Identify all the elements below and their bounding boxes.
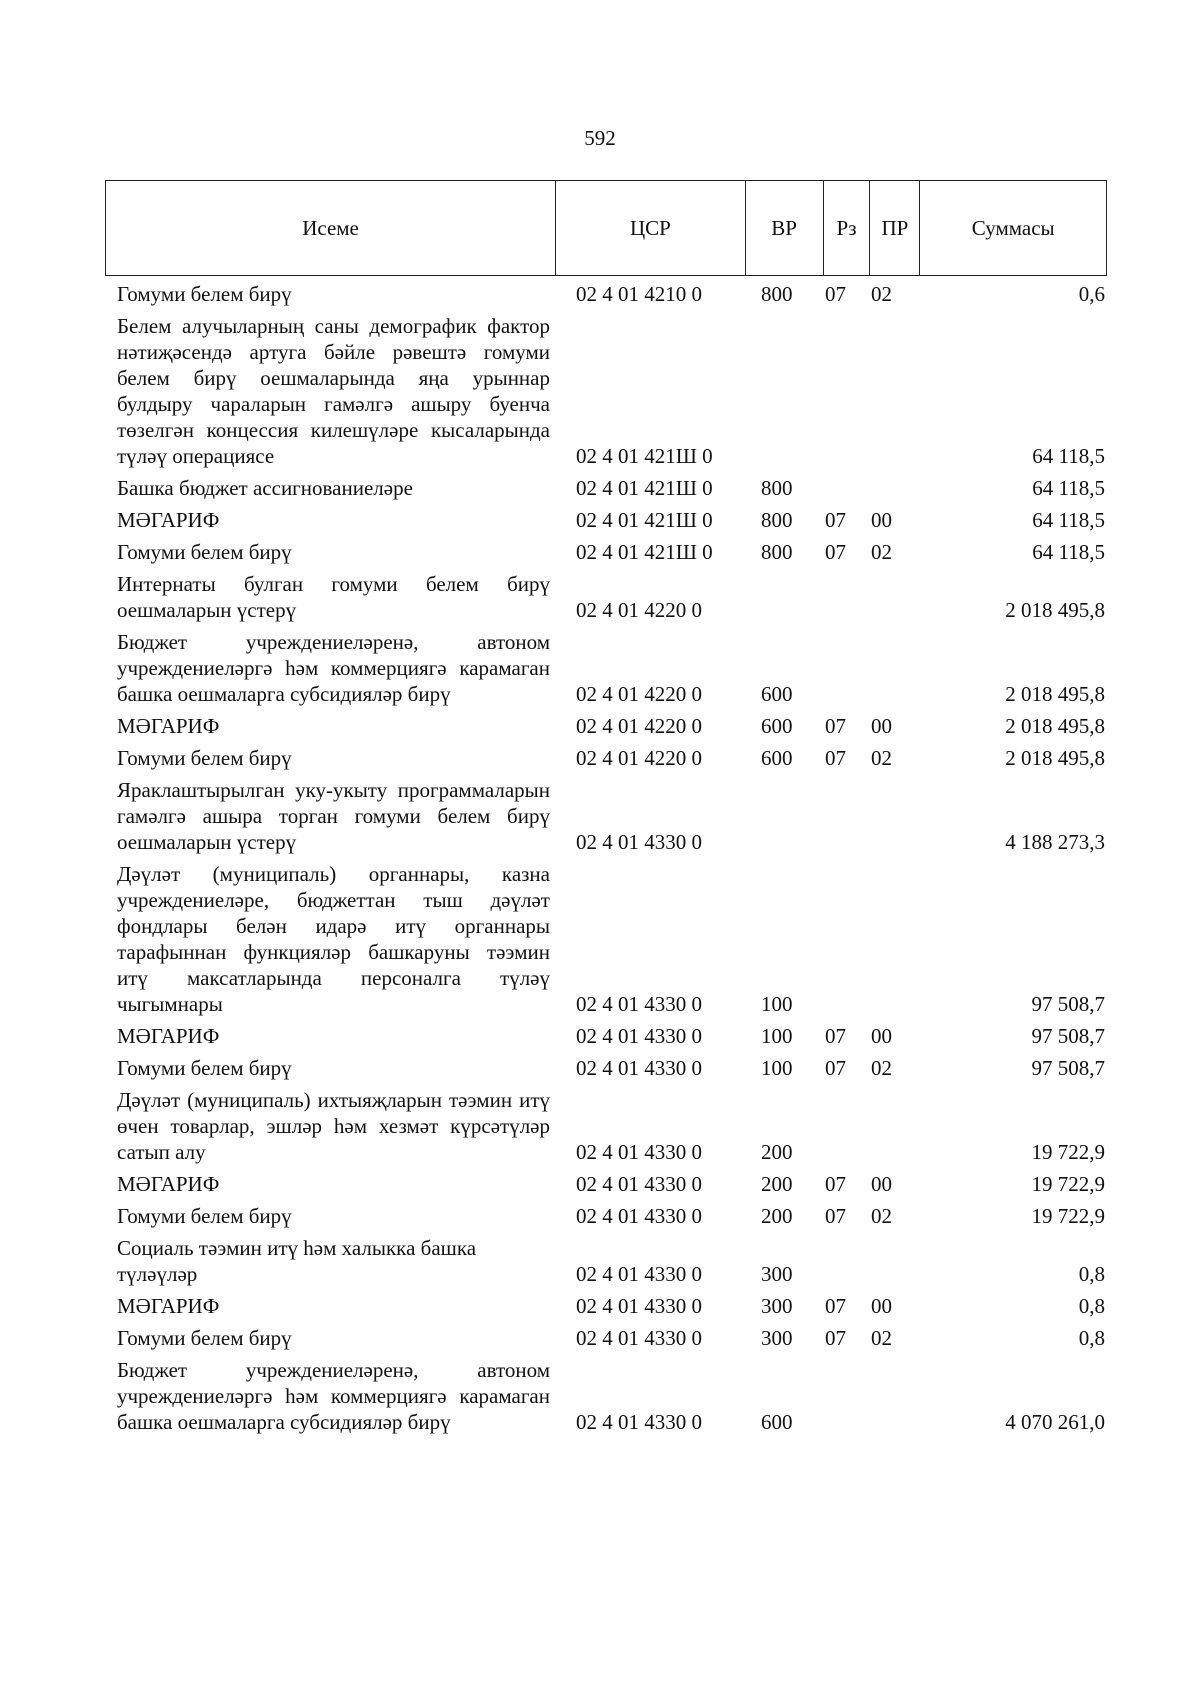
column-header-pr: ПР: [870, 181, 920, 275]
row-pr: 00: [871, 714, 892, 738]
row-vr: 800: [761, 540, 793, 564]
row-sum: 2 018 495,8: [1005, 598, 1105, 622]
row-sum: 64 118,5: [1032, 476, 1105, 500]
table-row: [105, 1023, 1107, 1049]
row-csr: 02 4 01 421Ш 0: [576, 508, 713, 532]
table-row: [105, 1203, 1107, 1229]
row-rz: 07: [825, 540, 846, 564]
row-rz: 07: [825, 1056, 846, 1080]
row-vr: 300: [761, 1294, 793, 1318]
row-pr: 00: [871, 508, 892, 532]
table-row: [105, 713, 1107, 739]
page-number: 592: [584, 126, 616, 150]
row-csr: 02 4 01 4330 0: [576, 1056, 702, 1080]
row-vr: 100: [761, 1056, 793, 1080]
row-vr: 200: [761, 1140, 793, 1164]
row-sum: 64 118,5: [1032, 540, 1105, 564]
row-name: Белем алучыларның саны демографик фактор нәтиҗәсендә артуга бәйле рәвештә гомуми белем бирү оешмаларында яңа урыннар булдыру чараларын гамәлгә ашыру буенча төзелгән концессия килешүләре кысаларында түләү операциясе: [117, 314, 550, 468]
row-csr: 02 4 01 421Ш 0: [576, 540, 713, 564]
table-row: [105, 1087, 1107, 1165]
row-name: Гомуми белем бирү: [117, 1326, 292, 1350]
row-sum: 0,6: [1078, 282, 1105, 306]
row-name: МӘГАРИФ: [117, 1294, 220, 1318]
row-rz: 07: [825, 1024, 846, 1048]
row-pr: 00: [871, 1024, 892, 1048]
row-csr: 02 4 01 4220 0: [576, 682, 702, 706]
row-name: Гомуми белем бирү: [117, 540, 292, 564]
table-row: [105, 1357, 1107, 1435]
row-name: МӘГАРИФ: [117, 714, 220, 738]
row-name: МӘГАРИФ: [117, 1172, 220, 1196]
column-header-sum: Суммасы: [971, 215, 1055, 240]
row-name: Дәүләт (муниципаль) органнары, казна учреждениеләре, бюджеттан тыш дәүләт фондлары белән идарә итү органнары тарафыннан функцияләр башкаруны тәэмин итү максатларында персоналга түләү чыгымнары: [117, 862, 550, 1016]
table-row: [105, 507, 1107, 533]
row-vr: 800: [761, 282, 793, 306]
row-sum: 97 508,7: [1031, 1024, 1105, 1048]
row-pr: 00: [871, 1294, 892, 1318]
column-header-csr: ЦСР: [556, 181, 746, 275]
table-row: [105, 1171, 1107, 1197]
row-vr: 800: [761, 508, 793, 532]
row-sum: 19 722,9: [1031, 1204, 1105, 1228]
row-vr: 200: [761, 1172, 793, 1196]
row-csr: 02 4 01 4220 0: [576, 714, 702, 738]
row-csr: 02 4 01 4330 0: [576, 1294, 702, 1318]
row-vr: 600: [761, 682, 793, 706]
row-vr: 100: [761, 992, 793, 1016]
row-name: Интернаты булган гомуми белем бирү оешмаларын үстерү: [117, 572, 550, 622]
column-header-vr: ВР: [746, 181, 824, 275]
row-rz: 07: [825, 714, 846, 738]
row-csr: 02 4 01 4330 0: [576, 1410, 702, 1434]
row-sum: 64 118,5: [1032, 508, 1105, 532]
table-row: [105, 281, 1107, 307]
row-rz: 07: [825, 746, 846, 770]
table-row: [105, 861, 1107, 1017]
table-row: [105, 1293, 1107, 1319]
row-csr: 02 4 01 421Ш 0: [576, 476, 713, 500]
row-pr: 02: [871, 540, 892, 564]
row-sum: 19 722,9: [1031, 1140, 1105, 1164]
row-vr: 600: [761, 714, 793, 738]
row-csr: 02 4 01 4330 0: [576, 992, 702, 1016]
row-sum: 2 018 495,8: [1005, 682, 1105, 706]
row-vr: 600: [761, 746, 793, 770]
table-row: [105, 539, 1107, 565]
column-header-name: Исеме: [106, 181, 556, 275]
row-sum: 0,8: [1078, 1262, 1105, 1286]
table-row: [105, 745, 1107, 771]
row-csr: 02 4 01 4210 0: [576, 282, 702, 306]
row-name: Яраклаштырылган уку-укыту программаларын гамәлгә ашыра торган гомуми белем бирү оешмаларын үстерү: [117, 778, 550, 854]
row-name: Гомуми белем бирү: [117, 282, 292, 306]
row-rz: 07: [825, 1294, 846, 1318]
row-sum: 0,8: [1078, 1326, 1105, 1350]
row-name: Гомуми белем бирү: [117, 746, 292, 770]
table-row: [105, 571, 1107, 623]
row-sum: 97 508,7: [1031, 1056, 1105, 1080]
row-csr: 02 4 01 4330 0: [576, 1326, 702, 1350]
row-pr: 02: [871, 1204, 892, 1228]
row-name: Бюджет учреждениеләренә, автоном учреждениеләргә һәм коммерциягә карамаган башка оешмаларга субсидияләр бирү: [117, 630, 550, 706]
row-rz: 07: [825, 282, 846, 306]
row-vr: 200: [761, 1204, 793, 1228]
row-csr: 02 4 01 4330 0: [576, 1204, 702, 1228]
row-sum: 0,8: [1078, 1294, 1105, 1318]
row-pr: 02: [871, 1326, 892, 1350]
row-vr: 300: [761, 1262, 793, 1286]
row-name: МӘГАРИФ: [117, 1024, 220, 1048]
row-vr: 300: [761, 1326, 793, 1350]
row-sum: 2 018 495,8: [1005, 746, 1105, 770]
row-name: Бюджет учреждениеләренә, автоном учреждениеләргә һәм коммерциягә карамаган башка оешмаларга субсидияләр бирү: [117, 1358, 550, 1434]
row-name: Башка бюджет ассигнованиеләре: [117, 476, 413, 500]
table-row: [105, 777, 1107, 855]
row-csr: 02 4 01 4330 0: [576, 1140, 702, 1164]
table-row: [105, 1325, 1107, 1351]
row-sum: 64 118,5: [1032, 444, 1105, 468]
table-row: [105, 475, 1107, 501]
row-vr: 100: [761, 1024, 793, 1048]
row-sum: 2 018 495,8: [1005, 714, 1105, 738]
row-rz: 07: [825, 1172, 846, 1196]
row-csr: 02 4 01 4330 0: [576, 1024, 702, 1048]
row-sum: 19 722,9: [1031, 1172, 1105, 1196]
row-csr: 02 4 01 421Ш 0: [576, 444, 713, 468]
row-vr: 800: [761, 476, 793, 500]
row-name: Гомуми белем бирү: [117, 1204, 292, 1228]
row-rz: 07: [825, 1326, 846, 1350]
table-row: [105, 1235, 1107, 1287]
table-row: [105, 1055, 1107, 1081]
row-sum: 4 070 261,0: [1005, 1410, 1105, 1434]
table-row: [105, 313, 1107, 469]
row-name: МӘГАРИФ: [117, 508, 220, 532]
row-rz: 07: [825, 1204, 846, 1228]
row-pr: 02: [871, 746, 892, 770]
column-header-rz: Рз: [824, 181, 871, 275]
row-pr: 00: [871, 1172, 892, 1196]
row-csr: 02 4 01 4330 0: [576, 1172, 702, 1196]
table-row: [105, 629, 1107, 707]
row-csr: 02 4 01 4330 0: [576, 1262, 702, 1286]
table-body: [105, 281, 1107, 1441]
row-sum: 97 508,7: [1031, 992, 1105, 1016]
row-csr: 02 4 01 4330 0: [576, 830, 702, 854]
row-pr: 02: [871, 282, 892, 306]
row-vr: 600: [761, 1410, 793, 1434]
row-name: Социаль тәэмин итү һәм халыкка башка түләүләр: [117, 1236, 477, 1286]
row-csr: 02 4 01 4220 0: [576, 746, 702, 770]
table-header: [105, 180, 1107, 276]
row-name: Дәүләт (муниципаль) ихтыяҗларын тәэмин итү өчен товарлар, эшләр һәм хезмәт күрсәтүләр сатып алу: [117, 1088, 550, 1164]
row-csr: 02 4 01 4220 0: [576, 598, 702, 622]
row-name: Гомуми белем бирү: [117, 1056, 292, 1080]
row-pr: 02: [871, 1056, 892, 1080]
row-rz: 07: [825, 508, 846, 532]
row-sum: 4 188 273,3: [1005, 830, 1105, 854]
